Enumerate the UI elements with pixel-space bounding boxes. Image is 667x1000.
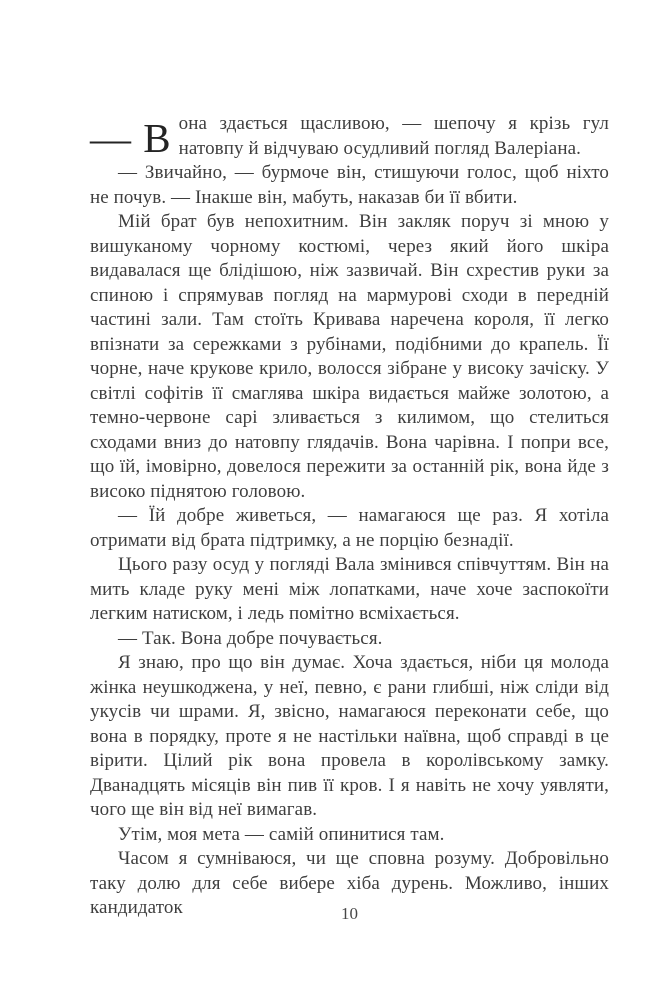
paragraph-opening xyxy=(90,112,609,161)
paragraph: Я знаю, про що він думає. Хоча здається, ніби ця молода жінка неушкоджена, у неї, певно, є рани глибші, ніж сліди від укусів чи шрами. Я, звісно, намагаюся переконати себе, що вона в порядку, проте я не настільки наївна, щоб справді в це вірити. Цілий рік вона провела в королівському замку. Дванадцять місяців він пив її кров. І я навіть не хочу уявляти, чого ще він від неї вимагав. xyxy=(90,652,609,820)
paragraph: Цього разу осуд у погляді Вала змінився співчуттям. Він на мить кладе руку мені між лопатками, наче хоче заспокоїти легким натиском, і ледь помітно всміхається. xyxy=(90,554,609,624)
paragraph: Утім, моя мета — самій опинитися там. xyxy=(118,823,445,845)
paragraph: Часом я сумніваюся, чи ще сповна розуму. Добровільно таку долю для себе вибере хіба дурень. Можливо, інших кандидаток xyxy=(90,848,609,918)
paragraph: — Так. Вона добре почувається. xyxy=(118,627,383,649)
drop-cap: — В xyxy=(90,115,172,161)
paragraph: — Звичайно, — бурмоче він, стишуючи голос, щоб ніхто не почув. — Інакше він, мабуть, наказав би її вбити. xyxy=(90,162,609,208)
paragraph: Мій брат був непохитним. Він закляк поруч зі мною у вишуканому чорному костюмі, через який його шкіра видавалася ще блідішою, ніж зазвичай. Він схрестив руки за спиною і спрямував погляд на мармурові сходи в передній частині зали. Там стоїть Кривава наречена короля, її легко впізнати за сережками з рубінами, подібними до крапель. Її чорне, наче крукове крило, волосся зібране у високу зачіску. У світлі софітів її смаглява шкіра видається майже золотою, а темно-червоне сарі зливається з килимом, що стелиться сходами вниз до натовпу глядачів. Вона чарівна. І попри все, що їй, імовірно, довелося пережити за останній рік, вона йде з високо піднятою головою. xyxy=(90,211,609,502)
paragraph: — Їй добре живеться, — намагаюся ще раз. Я хотіла отримати від брата підтримку, а не порцію безнадії. xyxy=(90,505,609,551)
paragraph-opening-text: она здається щасливою, — шепочу я крізь гул натовпу й відчуваю осудливий погляд Валеріана. xyxy=(178,113,609,159)
page-number: 10 xyxy=(341,904,358,923)
text-block xyxy=(90,112,609,921)
